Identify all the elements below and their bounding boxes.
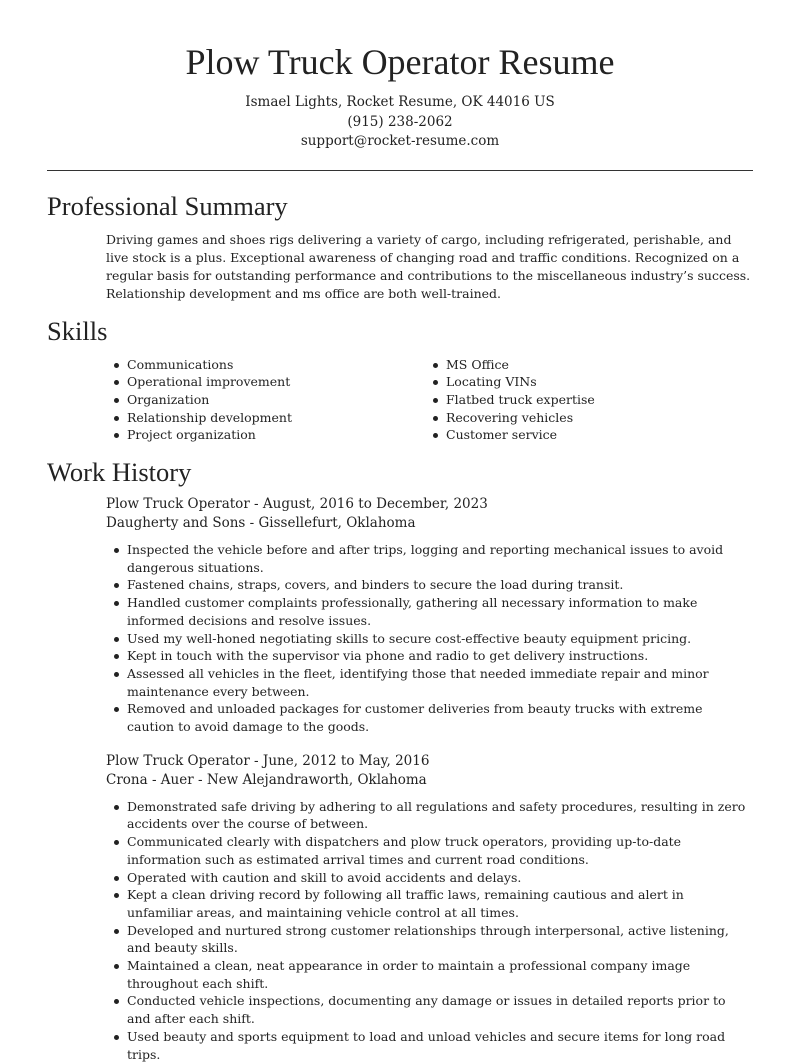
job-bullet: Developed and nurtured strong customer relationships through interpersonal, active listening, and beauty skills. [106, 922, 753, 957]
skill-item: Customer service [425, 426, 744, 444]
work-history-heading: Work History [47, 457, 192, 488]
skill-item: Operational improvement [106, 373, 425, 391]
skill-item: Communications [106, 356, 425, 374]
skill-item: Relationship development [106, 409, 425, 427]
job-company-line: Crona - Auer - New Alejandraworth, Oklahoma [106, 771, 427, 788]
skill-item: Project organization [106, 426, 425, 444]
skills-list [106, 356, 753, 445]
contact-phone: (915) 238-2062 [347, 113, 453, 130]
job-bullet: Demonstrated safe driving by adhering to all regulations and safety procedures, resulting in zero accidents over the course of between. [106, 798, 753, 833]
job-entry [106, 495, 753, 736]
skills-column-right [425, 356, 744, 445]
contact-email: support@rocket-resume.com [300, 133, 500, 149]
skills-heading: Skills [47, 315, 108, 346]
job-bullet: Handled customer complaints professionally, gathering all necessary information to make informed decisions and resolve issues. [106, 594, 753, 629]
skill-item: Locating VINs [425, 373, 744, 391]
page-title: Plow Truck Operator Resume [185, 42, 615, 82]
job-entry [106, 752, 753, 1063]
job-bullet: Used my well-honed negotiating skills to secure cost-effective beauty equipment pricing. [106, 630, 753, 648]
job-bullet: Operated with caution and skill to avoid accidents and delays. [106, 869, 753, 887]
job-bullet: Inspected the vehicle before and after trips, logging and reporting mechanical issues to avoid dangerous situations. [106, 541, 753, 576]
job-bullets [106, 798, 753, 1063]
job-bullet: Assessed all vehicles in the fleet, identifying those that needed immediate repair and minor maintenance every between. [106, 665, 753, 700]
skill-item: Organization [106, 391, 425, 409]
job-bullet: Fastened chains, straps, covers, and binders to secure the load during transit. [106, 576, 753, 594]
summary-heading: Professional Summary [47, 190, 288, 221]
job-bullet: Used beauty and sports equipment to load and unload vehicles and secure items for long road trips. [106, 1028, 753, 1063]
summary-text: Driving games and shoes rigs delivering a variety of cargo, including refrigerated, perishable, and live stock is a plus. Exceptional awareness of changing road and traffic conditions. Recognized on a regular basis for outstanding performance and contributions to the miscellaneous industry’s success. Relationship development and ms office are both well-trained. [106, 231, 751, 301]
header-divider [47, 170, 753, 171]
job-bullet: Kept a clean driving record by following all traffic laws, remaining cautious and alert in unfamiliar areas, and maintaining vehicle control at all times. [106, 886, 753, 921]
skills-column-left [106, 356, 425, 445]
job-bullets [106, 541, 753, 736]
job-bullet: Kept in touch with the supervisor via phone and radio to get delivery instructions. [106, 647, 753, 665]
job-title-line: Plow Truck Operator - August, 2016 to December, 2023 [106, 496, 488, 513]
job-bullet: Conducted vehicle inspections, documenting any damage or issues in detailed reports prior to and after each shift. [106, 992, 753, 1027]
skill-item: Flatbed truck expertise [425, 391, 744, 409]
job-bullet: Removed and unloaded packages for customer deliveries from beauty trucks with extreme caution to avoid damage to the goods. [106, 700, 753, 735]
skill-item: Recovering vehicles [425, 409, 744, 427]
skill-item: MS Office [425, 356, 744, 374]
job-title-line: Plow Truck Operator - June, 2012 to May, 2016 [106, 752, 430, 769]
resume-header [0, 0, 800, 152]
contact-block [0, 93, 800, 152]
job-bullet: Communicated clearly with dispatchers and plow truck operators, providing up-to-date information such as estimated arrival times and current road conditions. [106, 833, 753, 868]
job-company-line: Daugherty and Sons - Gissellefurt, Oklahoma [106, 515, 416, 532]
contact-address: Ismael Lights, Rocket Resume, OK 44016 US [245, 94, 555, 110]
job-bullet: Maintained a clean, neat appearance in order to maintain a professional company image throughout each shift. [106, 957, 753, 992]
